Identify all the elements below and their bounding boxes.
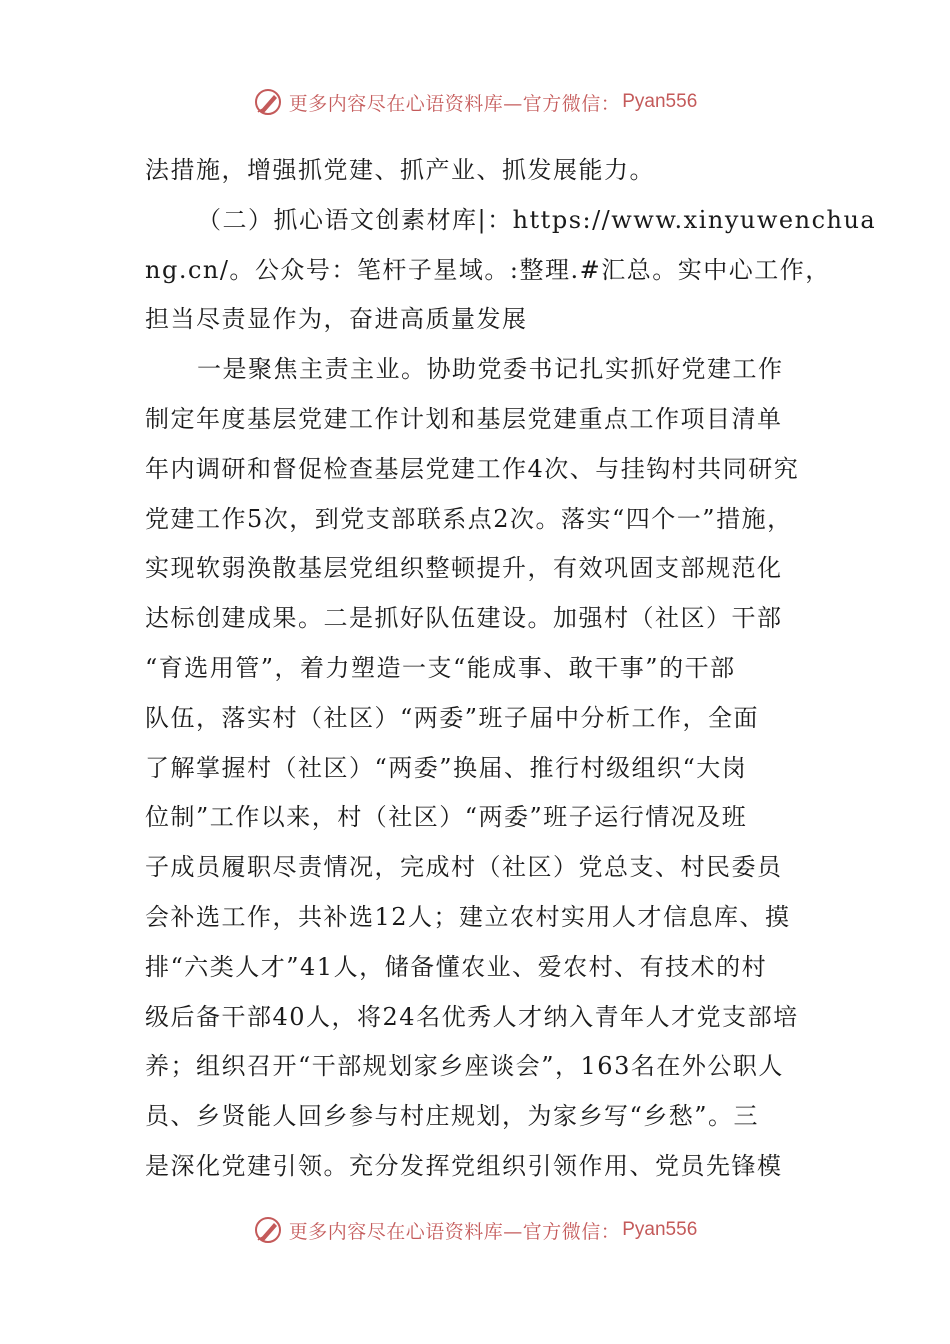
text-line: 达标创建成果。二是抓好队伍建设。加强村（社区）干部 [145,604,783,633]
text-line: 法措施，增强抓党建、抓产业、抓发展能力。 [145,156,655,184]
pen-logo-icon [253,1215,283,1245]
header-banner-text: 更多内容尽在心语资料库—官方微信： [288,92,621,115]
header-banner [0,82,950,122]
text-line: 排“六类人才”41人，储备懂农业、爱农村、有技术的村 [145,952,768,981]
text-line: 实现软弱涣散基层党组织整顿提升，有效巩固支部规范化 [145,554,783,583]
footer-banner-text: 更多内容尽在心语资料库—官方微信： [288,1220,621,1243]
text-line: 养；组织召开“干部规划家乡座谈会”，163名在外公职人 [145,1052,784,1081]
paragraph-start: 一是聚焦主责主业。协助党委书记扎实抓好党建工作 [197,355,784,384]
text-line: 子成员履职尽责情况，完成村（社区）党总支、村民委员 [145,853,783,882]
text-line: 级后备干部40人，将24名优秀人才纳入青年人才党支部培 [145,1002,799,1031]
text-line: 是深化党建引领。充分发挥党组织引领作用、党员先锋模 [145,1151,783,1180]
header-wechat-id: Pyan556 [622,91,698,112]
text-line: 党建工作5次，到党支部联系点2次。落实“四个一”措施， [145,504,793,533]
text-line: 会补选工作，共补选12人；建立农村实用人才信息库、摸 [145,902,791,931]
footer-banner [0,1210,950,1250]
text-line: 位制”工作以来，村（社区）“两委”班子运行情况及班 [145,803,748,832]
text-line: 制定年度基层党建工作计划和基层党建重点工作项目清单 [145,404,783,433]
text-line: 年内调研和督促检查基层党建工作4次、与挂钩村共同研究 [145,454,800,483]
text-line: 了解掌握村（社区）“两委”换届、推行村级组织“大岗 [145,753,748,782]
section-heading: （二）抓心语文创素材库|：https://www.xinyuwenchua [197,205,877,234]
text-line: 队伍，落实村（社区）“两委”班子届中分析工作，全面 [145,703,760,732]
text-line: 员、乡贤能人回乡参与村庄规划，为家乡写“乡愁”。三 [145,1102,760,1131]
pen-logo-icon [253,87,283,117]
text-line: 担当尽责显作为，奋进高质量发展 [145,305,528,334]
text-line: ng.cn/。公众号：笔杆子星域。:整理.#汇总。实中心工作， [145,255,831,284]
footer-wechat-id: Pyan556 [622,1219,698,1240]
document-body [145,146,877,1192]
text-line: “育选用管”，着力塑造一支“能成事、敢干事”的干部 [145,653,736,682]
